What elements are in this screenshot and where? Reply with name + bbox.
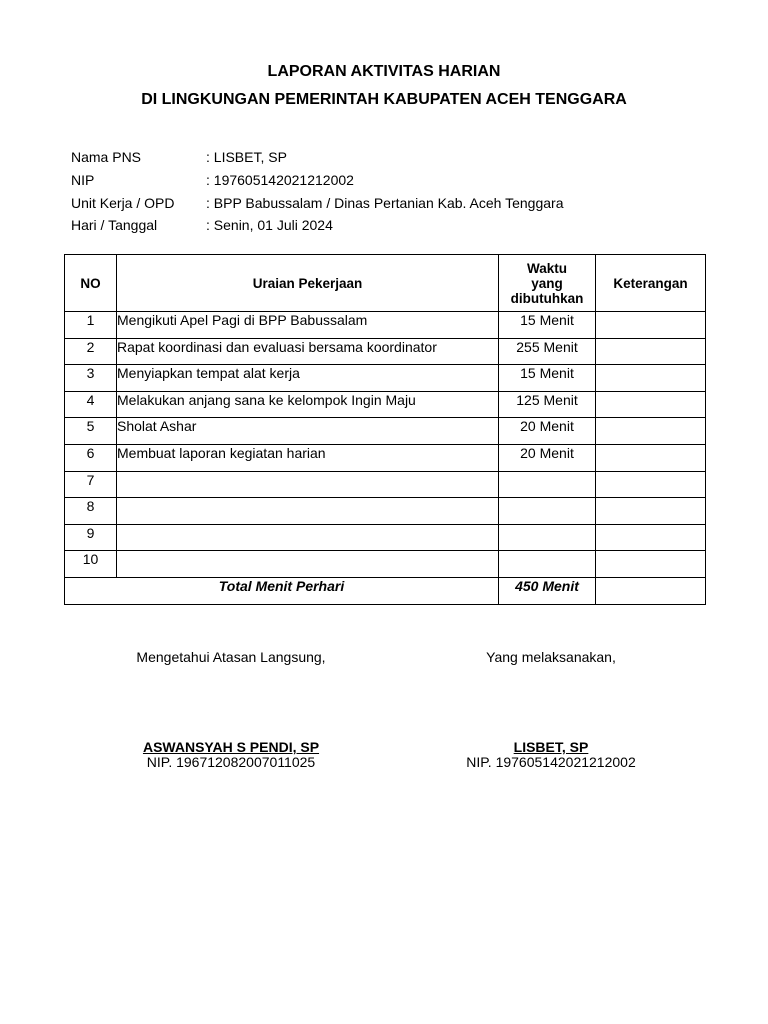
info-value: : BPP Babussalam / Dinas Pertanian Kab. Aceh Tenggara — [206, 194, 564, 211]
report-title: LAPORAN AKTIVITAS HARIAN — [267, 63, 501, 80]
table-row — [65, 365, 706, 392]
table-total-row — [65, 577, 706, 604]
activity-table — [64, 254, 706, 605]
signature-left-nip: NIP. 196712082007011025 — [146, 754, 316, 770]
total-value: 450 Menit — [499, 577, 596, 604]
row-description — [117, 524, 499, 551]
info-row-name — [71, 146, 564, 169]
row-time — [499, 498, 596, 525]
row-description — [117, 551, 499, 578]
table-row — [65, 338, 706, 365]
employee-name: LISBET, SP — [513, 739, 589, 755]
total-remarks — [596, 577, 706, 604]
table-row — [65, 312, 706, 339]
signature-right-nip: NIP. 197605142021212002 — [466, 754, 636, 770]
info-label: Nama PNS — [71, 149, 142, 166]
row-no: 7 — [65, 471, 117, 498]
row-no: 5 — [65, 418, 117, 445]
signature-left-name — [81, 739, 381, 755]
row-description: Mengikuti Apel Pagi di BPP Babussalam — [117, 312, 499, 339]
row-time: 15 Menit — [499, 365, 596, 392]
employee-info — [71, 146, 564, 237]
row-no: 10 — [65, 551, 117, 578]
supervisor-name: ASWANSYAH S PENDI, SP — [142, 739, 320, 755]
table-row — [65, 471, 706, 498]
row-time: 20 Menit — [499, 418, 596, 445]
info-row-nip — [71, 169, 564, 192]
row-time — [499, 471, 596, 498]
signature-right-name — [401, 739, 701, 755]
header-time-line: yang — [531, 275, 563, 291]
row-time: 125 Menit — [499, 391, 596, 418]
header-time-line: dibutuhkan — [510, 290, 584, 306]
row-description: Menyiapkan tempat alat kerja — [117, 365, 499, 392]
row-time — [499, 524, 596, 551]
row-remarks — [596, 391, 706, 418]
table-row — [65, 551, 706, 578]
row-remarks — [596, 444, 706, 471]
table-row — [65, 418, 706, 445]
row-no: 2 — [65, 338, 117, 365]
row-no: 3 — [65, 365, 117, 392]
header-time — [499, 255, 596, 312]
signature-left-caption: Mengetahui Atasan Langsung, — [136, 649, 326, 665]
info-label: Unit Kerja / OPD — [71, 194, 175, 211]
row-remarks — [596, 365, 706, 392]
row-description — [117, 498, 499, 525]
row-no: 1 — [65, 312, 117, 339]
row-no: 6 — [65, 444, 117, 471]
info-label: Hari / Tanggal — [71, 217, 158, 234]
info-row-unit — [71, 191, 564, 214]
info-value: : Senin, 01 Juli 2024 — [206, 217, 333, 234]
row-time — [499, 551, 596, 578]
header-remarks: Keterangan — [596, 255, 706, 312]
row-no: 9 — [65, 524, 117, 551]
info-value: : LISBET, SP — [206, 149, 287, 166]
header-description: Uraian Pekerjaan — [117, 255, 499, 312]
report-subtitle: DI LINGKUNGAN PEMERINTAH KABUPATEN ACEH TENGGARA — [141, 91, 627, 108]
row-remarks — [596, 498, 706, 525]
row-remarks — [596, 524, 706, 551]
header-time-line: Waktu — [527, 260, 567, 276]
row-remarks — [596, 312, 706, 339]
row-remarks — [596, 471, 706, 498]
signature-right-caption: Yang melaksanakan, — [486, 649, 616, 665]
header-no: NO — [65, 255, 117, 312]
table-header-row — [65, 255, 706, 312]
table-row — [65, 444, 706, 471]
row-no: 8 — [65, 498, 117, 525]
row-time: 20 Menit — [499, 444, 596, 471]
info-value: : 197605142021212002 — [206, 172, 354, 189]
row-no: 4 — [65, 391, 117, 418]
table-row — [65, 391, 706, 418]
row-remarks — [596, 418, 706, 445]
table-row — [65, 498, 706, 525]
row-remarks — [596, 338, 706, 365]
table-row — [65, 524, 706, 551]
row-description: Membuat laporan kegiatan harian — [117, 444, 499, 471]
row-description: Melakukan anjang sana ke kelompok Ingin Maju — [117, 391, 499, 418]
row-remarks — [596, 551, 706, 578]
row-time: 15 Menit — [499, 312, 596, 339]
row-description: Sholat Ashar — [117, 418, 499, 445]
total-label: Total Menit Perhari — [65, 577, 499, 604]
info-label: NIP — [71, 172, 95, 189]
row-description: Rapat koordinasi dan evaluasi bersama koordinator — [117, 338, 499, 365]
row-description — [117, 471, 499, 498]
info-row-date — [71, 214, 564, 237]
row-time: 255 Menit — [499, 338, 596, 365]
